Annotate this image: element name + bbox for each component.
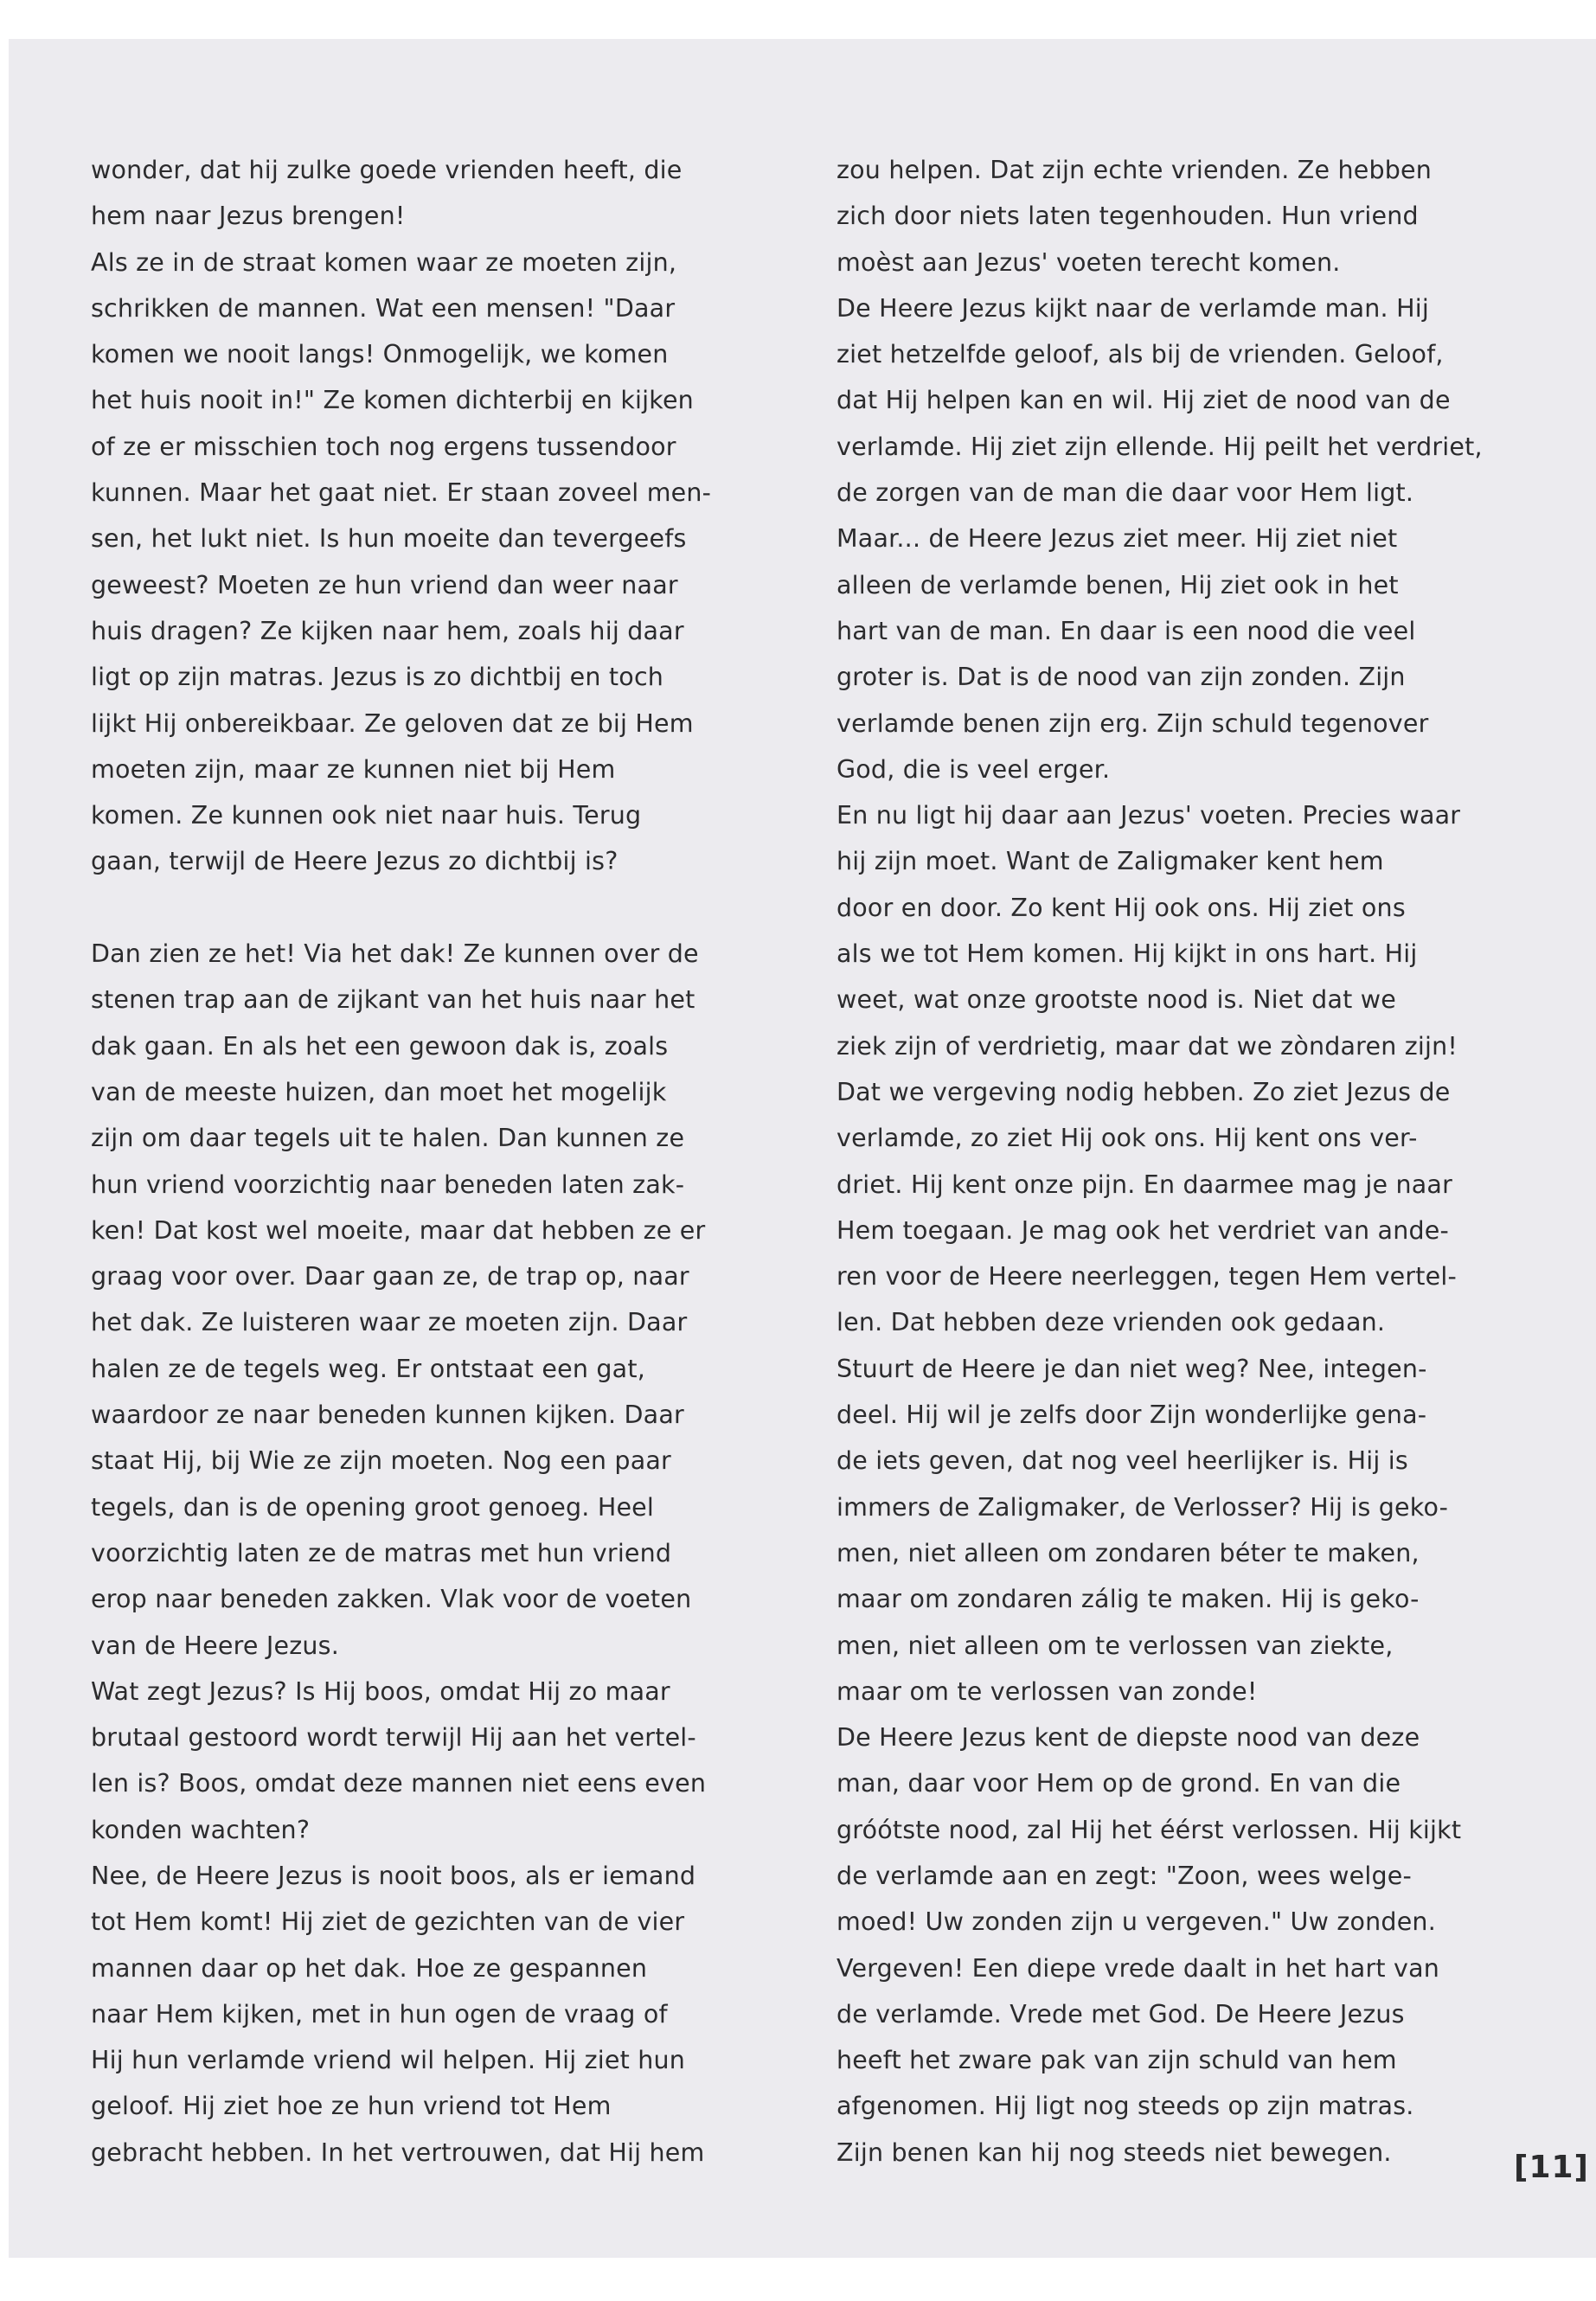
text-line: ziek zijn of verdrietig, maar dat we zòndaren zijn! xyxy=(836,1031,1458,1061)
text-line: de zorgen van de man die daar voor Hem ligt. xyxy=(836,478,1414,508)
text-line: wonder, dat hij zulke goede vrienden heeft, die xyxy=(91,156,683,184)
text-line: halen ze de tegels weg. Er ontstaat een gat, xyxy=(91,1354,645,1383)
text-line: tegels, dan is de opening groot genoeg. Heel xyxy=(91,1492,655,1522)
left-text-column xyxy=(91,147,748,2176)
text-line: ziet hetzelfde geloof, als bij de vrienden. Geloof, xyxy=(836,340,1444,369)
text-line: Wat zegt Jezus? Is Hij boos, omdat Hij zo maar xyxy=(91,1676,670,1706)
text-line: Hem toegaan. Je mag ook het verdriet van ande- xyxy=(836,1215,1449,1245)
text-line: hun vriend voorzichtig naar beneden laten zak- xyxy=(91,1170,685,1199)
page-number: [11] xyxy=(1514,2150,1590,2185)
text-line: de verlamde. Vrede met God. De Heere Jezus xyxy=(836,1999,1405,2029)
text-line: huis dragen? Ze kijken naar hem, zoals hij daar xyxy=(91,616,684,645)
text-line: maar om zondaren zálig te maken. Hij is geko- xyxy=(836,1585,1420,1614)
text-line: hij zijn moet. Want de Zaligmaker kent hem xyxy=(836,847,1384,876)
text-line: het dak. Ze luisteren waar ze moeten zijn. Daar xyxy=(91,1308,688,1337)
text-line: ligt op zijn matras. Jezus is zo dichtbij en toch xyxy=(91,663,664,692)
text-line: moeten zijn, maar ze kunnen niet bij Hem xyxy=(91,754,616,784)
text-line: God, die is veel erger. xyxy=(836,754,1111,784)
text-line: van de Heere Jezus. xyxy=(91,1631,339,1660)
text-line: mannen daar op het dak. Hoe ze gespannen xyxy=(91,1953,648,1983)
text-line: verlamde, zo ziet Hij ook ons. Hij kent ons ver- xyxy=(836,1124,1418,1153)
text-line: graag voor over. Daar gaan ze, de trap op, naar xyxy=(91,1262,689,1292)
text-line: heeft het zware pak van zijn schuld van hem xyxy=(836,2046,1397,2075)
text-line: gróótste nood, zal Hij het éérst verlossen. Hij kijkt xyxy=(836,1815,1462,1844)
text-line: het huis nooit in!" Ze komen dichterbij en kijken xyxy=(91,386,694,415)
text-line: driet. Hij kent onze pijn. En daarmee mag je naar xyxy=(836,1170,1453,1199)
text-line: verlamde benen zijn erg. Zijn schuld tegenover xyxy=(836,708,1429,738)
text-line: Maar... de Heere Jezus ziet meer. Hij ziet niet xyxy=(836,524,1398,554)
text-line: ken! Dat kost wel moeite, maar dat hebben ze er xyxy=(91,1215,706,1245)
text-line: deel. Hij wil je zelfs door Zijn wonderlijke gena- xyxy=(836,1400,1427,1430)
text-line: Vergeven! Een diepe vrede daalt in het hart van xyxy=(836,1953,1439,1983)
text-line: verlamde. Hij ziet zijn ellende. Hij peilt het verdriet, xyxy=(836,432,1483,461)
text-line: man, daar voor Hem op de grond. En van die xyxy=(836,1769,1401,1798)
text-line: de iets geven, dat nog veel heerlijker is. Hij is xyxy=(836,1446,1408,1476)
text-line: kunnen. Maar het gaat niet. Er staan zoveel men- xyxy=(91,478,712,508)
text-line: zijn om daar tegels uit te halen. Dan kunnen ze xyxy=(91,1124,685,1153)
text-line: komen we nooit langs! Onmogelijk, we komen xyxy=(91,340,669,369)
text-line: komen. Ze kunnen ook niet naar huis. Terug xyxy=(91,801,642,830)
text-line: van de meeste huizen, dan moet het mogelijk xyxy=(91,1077,667,1106)
text-line: moèst aan Jezus' voeten terecht komen. xyxy=(836,247,1341,277)
text-line xyxy=(91,885,748,931)
text-line: voorzichtig laten ze de matras met hun vriend xyxy=(91,1538,672,1567)
text-line: len is? Boos, omdat deze mannen niet eens even xyxy=(91,1769,707,1798)
text-line: men, niet alleen om zondaren béter te maken, xyxy=(836,1538,1420,1567)
text-line: geweest? Moeten ze hun vriend dan weer naar xyxy=(91,570,678,599)
text-line: geloof. Hij ziet hoe ze hun vriend tot Hem xyxy=(91,2092,612,2121)
text-line: Dan zien ze het! Via het dak! Ze kunnen over de xyxy=(91,939,699,969)
text-line: immers de Zaligmaker, de Verlosser? Hij is geko- xyxy=(836,1492,1449,1522)
text-line: of ze er misschien toch nog ergens tussendoor xyxy=(91,432,676,461)
text-line: hart van de man. En daar is een nood die veel xyxy=(836,616,1416,645)
text-line: Nee, de Heere Jezus is nooit boos, als er iemand xyxy=(91,1861,696,1890)
text-line: Dat we vergeving nodig hebben. Zo ziet Jezus de xyxy=(836,1077,1451,1106)
text-line: waardoor ze naar beneden kunnen kijken. Daar xyxy=(91,1400,684,1430)
right-text-column xyxy=(836,147,1494,2176)
text-line: afgenomen. Hij ligt nog steeds op zijn matras. xyxy=(836,2092,1414,2121)
text-line: Stuurt de Heere je dan niet weg? Nee, integen- xyxy=(836,1354,1427,1383)
text-line: gebracht hebben. In het vertrouwen, dat Hij hem xyxy=(91,2138,705,2167)
text-line: sen, het lukt niet. Is hun moeite dan tevergeefs xyxy=(91,524,687,554)
text-line: erop naar beneden zakken. Vlak voor de voeten xyxy=(91,1585,692,1614)
page xyxy=(9,39,1596,2258)
text-line: maar om te verlossen van zonde! xyxy=(836,1676,1258,1706)
text-line: groter is. Dat is de nood van zijn zonden. Zijn xyxy=(836,663,1406,692)
text-line: stenen trap aan de zijkant van het huis naar het xyxy=(91,985,695,1015)
text-line: dak gaan. En als het een gewoon dak is, zoals xyxy=(91,1031,669,1061)
text-line: Als ze in de straat komen waar ze moeten zijn, xyxy=(91,247,677,277)
text-line: brutaal gestoord wordt terwijl Hij aan het vertel- xyxy=(91,1723,696,1753)
text-line: De Heere Jezus kijkt naar de verlamde man. Hij xyxy=(836,293,1429,323)
text-line: gaan, terwijl de Heere Jezus zo dichtbij is? xyxy=(91,847,619,876)
text-line: dat Hij helpen kan en wil. Hij ziet de nood van de xyxy=(836,386,1451,415)
text-line: En nu ligt hij daar aan Jezus' voeten. Precies waar xyxy=(836,801,1461,830)
text-line: moed! Uw zonden zijn u vergeven." Uw zonden. xyxy=(836,1907,1436,1937)
text-line: alleen de verlamde benen, Hij ziet ook in het xyxy=(836,570,1399,599)
text-line: staat Hij, bij Wie ze zijn moeten. Nog een paar xyxy=(91,1446,671,1476)
text-line: als we tot Hem komen. Hij kijkt in ons hart. Hij xyxy=(836,939,1418,969)
text-line: tot Hem komt! Hij ziet de gezichten van de vier xyxy=(91,1907,685,1937)
text-line: de verlamde aan en zegt: "Zoon, wees welge- xyxy=(836,1861,1413,1890)
text-line: naar Hem kijken, met in hun ogen de vraag of xyxy=(91,1999,668,2029)
text-line: De Heere Jezus kent de diepste nood van deze xyxy=(836,1723,1420,1753)
text-line: Zijn benen kan hij nog steeds niet bewegen. xyxy=(836,2138,1392,2167)
text-line: door en door. Zo kent Hij ook ons. Hij ziet ons xyxy=(836,893,1406,922)
text-line: hem naar Jezus brengen! xyxy=(91,202,406,231)
text-line: zich door niets laten tegenhouden. Hun vriend xyxy=(836,202,1419,231)
text-line: ren voor de Heere neerleggen, tegen Hem vertel- xyxy=(836,1262,1458,1292)
text-line: Hij hun verlamde vriend wil helpen. Hij ziet hun xyxy=(91,2046,686,2075)
text-line: men, niet alleen om te verlossen van ziekte, xyxy=(836,1631,1394,1660)
text-line: len. Dat hebben deze vrienden ook gedaan. xyxy=(836,1308,1386,1337)
text-line: konden wachten? xyxy=(91,1815,311,1844)
text-line: weet, wat onze grootste nood is. Niet dat we xyxy=(836,985,1396,1015)
text-line: lijkt Hij onbereikbaar. Ze geloven dat ze bij Hem xyxy=(91,708,694,738)
text-line: zou helpen. Dat zijn echte vrienden. Ze hebben xyxy=(836,156,1433,184)
text-line: schrikken de mannen. Wat een mensen! "Daar xyxy=(91,293,676,323)
